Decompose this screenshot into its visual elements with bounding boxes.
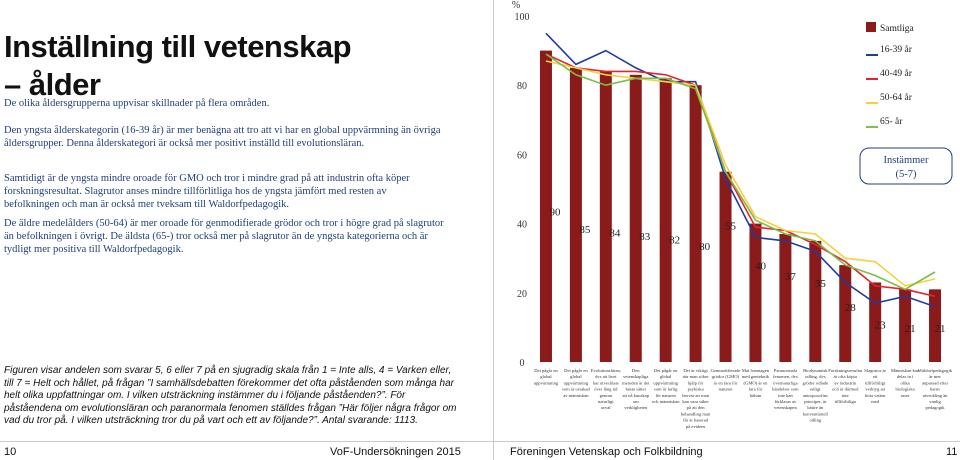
category-label-7: Mat framtagen med genteknik (GMO) är en fara för hälsan — [741, 368, 770, 398]
y-tick-label-0: 0 — [519, 358, 525, 369]
data-label-0: 90 — [549, 206, 561, 219]
legend-bar-label: Samtliga — [880, 24, 914, 34]
y-tick-label-3: 60 — [517, 150, 527, 162]
bar-5 — [690, 85, 702, 362]
chart-category-labels — [534, 368, 953, 429]
category-label-9: Biodynamisk odling, dvs grödor odlade enligt antroposofins principer, är bättre än konventionell odling — [802, 368, 829, 423]
page-number-right: 11 — [946, 446, 958, 458]
organization-name: Föreningen Vetenskap och Folkbildning — [510, 446, 703, 458]
data-label-10: 28 — [844, 302, 856, 315]
y-tick-label-4: 80 — [517, 81, 527, 93]
annotation-text-line-1: Instämmer — [883, 155, 929, 166]
data-label-3: 83 — [639, 230, 651, 243]
data-label-4: 82 — [669, 234, 681, 247]
title-line-2: – ålder — [4, 67, 101, 102]
data-label-9: 35 — [814, 277, 826, 290]
chart-legend — [866, 22, 915, 127]
category-label-6: Genmodifierade grödor (GMO) är en fara för naturen — [710, 368, 741, 392]
legend-line-label-0: 16-39 år — [880, 45, 912, 55]
data-label-7: 40 — [754, 260, 766, 273]
category-label-3: Den vetenskapliga metoden är det bästa sättet att nå kunskap om verkligheten — [622, 368, 650, 411]
bar-4 — [660, 78, 672, 362]
legend-line-label-1: 40-49 år — [880, 69, 912, 79]
data-label-1: 85 — [579, 223, 591, 236]
category-label-0: Det pågår en global uppvärmning — [533, 368, 559, 386]
paragraph-gmo: Samtidigt är de yngsta mindre oroade för GMO och tror i mindre grad på att industrin ofta köper forskningsresultat. Slagrutor anses mindre tillförlitliga hos de yngsta jämfört med resten av befolkningen och man är också mer tveksam till Waldorfpedagogik. — [4, 173, 410, 210]
data-label-11: 23 — [874, 319, 886, 332]
data-label-12: 21 — [904, 323, 916, 335]
data-label-5: 80 — [699, 241, 711, 254]
legend-bar-swatch — [866, 22, 876, 32]
publication-name: VoF-Undersökningen 2015 — [330, 446, 461, 458]
bar-2 — [600, 71, 612, 362]
bar-9 — [809, 241, 821, 362]
data-label-13: 21 — [934, 323, 946, 335]
bar-1 — [570, 68, 582, 362]
category-label-13: Waldorfpedagogik är mer anpassad efter barns utveckling än vanlig pedagogik — [917, 368, 953, 411]
category-label-12: Människan kan delas in i olika biologiska raser — [891, 368, 920, 398]
figure-caption: Figuren visar andelen som svarar 5, 6 eller 7 på en sjugradig skala från 1 = Inte alls, 4 = Varken eller, till 7 = Helt och hållet, på frågan ”I samhällsdebatten förekommer det ofta påståenden som många har helt olika uppfattningar om. I vilken utsträckning instämmer du i följande påståenden?”. För påståendena om evolutionsläran och paranormala fenomen ställdes frågan ”Här följer några frågor om vad du tror på. I vilken utsträckning tror du på vart och ett av följande?”. Antal svarande: 1113. — [4, 365, 457, 426]
chart-axes — [512, 0, 530, 369]
data-label-6: 55 — [725, 220, 737, 233]
category-label-5: Det är viktigt när man söker hjälp för psykiska besvär att man kan vara säker på att den behandling man får är baserad på evidens — [680, 368, 711, 429]
bar-7 — [749, 224, 761, 362]
paragraph-youngest: Den yngsta ålderskategorin (16-39 år) är mer benägna att tro att vi har en global uppvärmning än övriga åldersgrupper. Denna ålderskategori är också mer positivt inställd till evolutionsläran. — [4, 125, 441, 149]
legend-line-label-2: 50-64 år — [880, 93, 912, 103]
y-tick-label-2: 40 — [517, 219, 527, 231]
chart-annotation — [860, 148, 952, 184]
y-tick-label-5: 100 — [514, 12, 530, 23]
bar-3 — [630, 75, 642, 362]
data-label-8: 37 — [784, 270, 796, 283]
category-label-4: Det pågår en global uppvärmning som är farlig för naturen och människan — [651, 368, 680, 404]
y-axis-label: % — [511, 0, 521, 11]
bar-6 — [720, 172, 732, 362]
page-number-left: 10 — [4, 446, 17, 458]
category-label-2: Evolutionsläran, dvs att livet har utvecklats över lång tid genom naturligt urval — [590, 368, 621, 411]
annotation-text-line-2: (5-7) — [895, 169, 917, 180]
y-tick-label-1: 20 — [517, 288, 527, 300]
category-label-10: Forskningsresultat är ofta köpta av industrin och är därmed inte tillförlitliga — [828, 368, 863, 404]
category-label-1: Det pågår en global uppvärmning som är orsakad av människan — [561, 368, 590, 398]
page-subtitle: De olika åldersgrupperna uppvisar skillnader på flera områden. — [4, 98, 270, 109]
data-label-2: 84 — [609, 227, 621, 240]
paragraph-older: De äldre medelålders (50-64) är mer oroade för genmodifierade grödor och tror i högre grad på slagrutor än befolkningen i övrigt. De äldsta (65-) tror också mer på slagrutor än de yngsta kategorierna och är tydligt mer positiva till Waldorfpedagogik. — [4, 218, 444, 255]
category-label-8: Paranormala fenomen, dvs övernaturliga händelser som inte kan förklaras av vetenskapen — [772, 368, 799, 411]
bar-8 — [779, 234, 791, 362]
legend-line-label-3: 65- år — [880, 117, 903, 127]
category-label-11: Slagrutor är ett tillförlitligt verktyg att hitta vatten med — [864, 368, 887, 404]
title-line-1: Inställning till vetenskap — [4, 29, 352, 64]
